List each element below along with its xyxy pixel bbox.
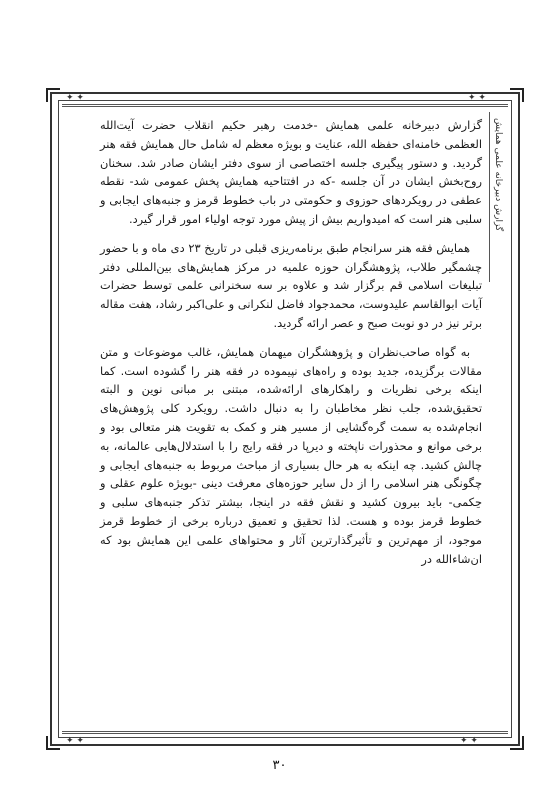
body-text: [100, 116, 482, 716]
corner-ornament-top-right: [510, 88, 524, 102]
running-head: گزارش دبیرخانه علمی همایش: [493, 118, 503, 232]
ornament-icon: ✦ ✦: [66, 736, 84, 746]
page-number: ۳۰: [272, 758, 287, 773]
paragraph: همایش فقه هنر سرانجام طبق برنامه‌ریزی قبلی در تاریخ ۲۳ دی ماه و با حضور چشمگیر طلاب، پژوهشگران حوزه علمیه در مرکز همایش‌های بین‌المللی دفتر تبلیغات اسلامی قم برگزار شد و علاوه بر سه سخنرانی علمی توسط حضرات آیات ابوالقاسم علیدوست، محمدجواد فاضل لنکرانی و علی‌اکبر رشاد، هفت مقاله برتر نیز در دو نوبت صبح و عصر ارائه گردید.: [100, 240, 482, 330]
paragraph: به گواه صاحب‌نظران و پژوهشگران میهمان همایش، غالب موضوعات و متن مقالات برگزیده، جدید بوده و راه‌های نپیموده در فقه هنر را گشوده است. کما اینکه برخی نظریات و راهکارهای ارائه‌شده، مبتنی بر مبانی نوین و البته تحقیق‌شده، جلب نظر مخاطبان را به دنبال داشت. رویکرد کلی پژوهش‌های انجام‌شده به سمت گره‌گشایی از مسیر هنر و کمک به تقویت هنر متعالی بود و برخی موانع و محذورات ناپخته و دیرپا در فقه رایج را با استدلال‌هایی عالمانه، به چالش کشید. چه اینکه به هر حال بسیاری از مباحث مربوط به جنبه‌های ایجابی و چگونگی هنر اسلامی را از دل سایر حوزه‌های معرفت دینی -بویژه علوم عقلی و حِکمی- باید بیرون کشید و نقش فقه در اینجا، بیشتر تذکر جنبه‌های سلبی و خطوط قرمز بوده و هست. لذا تحقیق و تعمیق درباره برخی از خطوط قرمز موجود، از مهم‌ترین و تأثیرگذارترین آثار و محتواهای علمی این همایش بود که ان‌شاءالله در: [100, 344, 482, 566]
border-rule-top: [62, 104, 508, 107]
corner-ornament-top-left: [46, 88, 60, 102]
border-rule-bottom: [62, 731, 508, 734]
ornament-icon: ✦ ✦: [66, 93, 84, 103]
paragraph: گزارش دبیرخانه علمی همایش -خدمت رهبر حکیم انقلاب حضرت آیت‌الله العظمی خامنه‌ای حفظه الله، عنایت و بویژه معظم له شامل حال همایش فقه هنر گردید. و دستور پیگیری جلسه اختصاصی از سوی دفتر ایشان صادر شد. سخنان روح‌بخش ایشان در آن جلسه -که در افتتاحیه همایش پخش عمومی شد- نقطه عطفی در رویکردهای حوزوی و حکومتی در باب خطوط قرمز و جنبه‌های ایجابی و سلبی هنر است که امیدواریم بیش از پیش مورد توجه اولیاء امور قرار گیرد.: [100, 118, 482, 226]
ornament-icon: ✦ ✦: [460, 736, 478, 746]
corner-ornament-bottom-left: [46, 736, 60, 750]
ornament-icon: ✦ ✦: [468, 93, 486, 103]
corner-ornament-bottom-right: [510, 736, 524, 750]
